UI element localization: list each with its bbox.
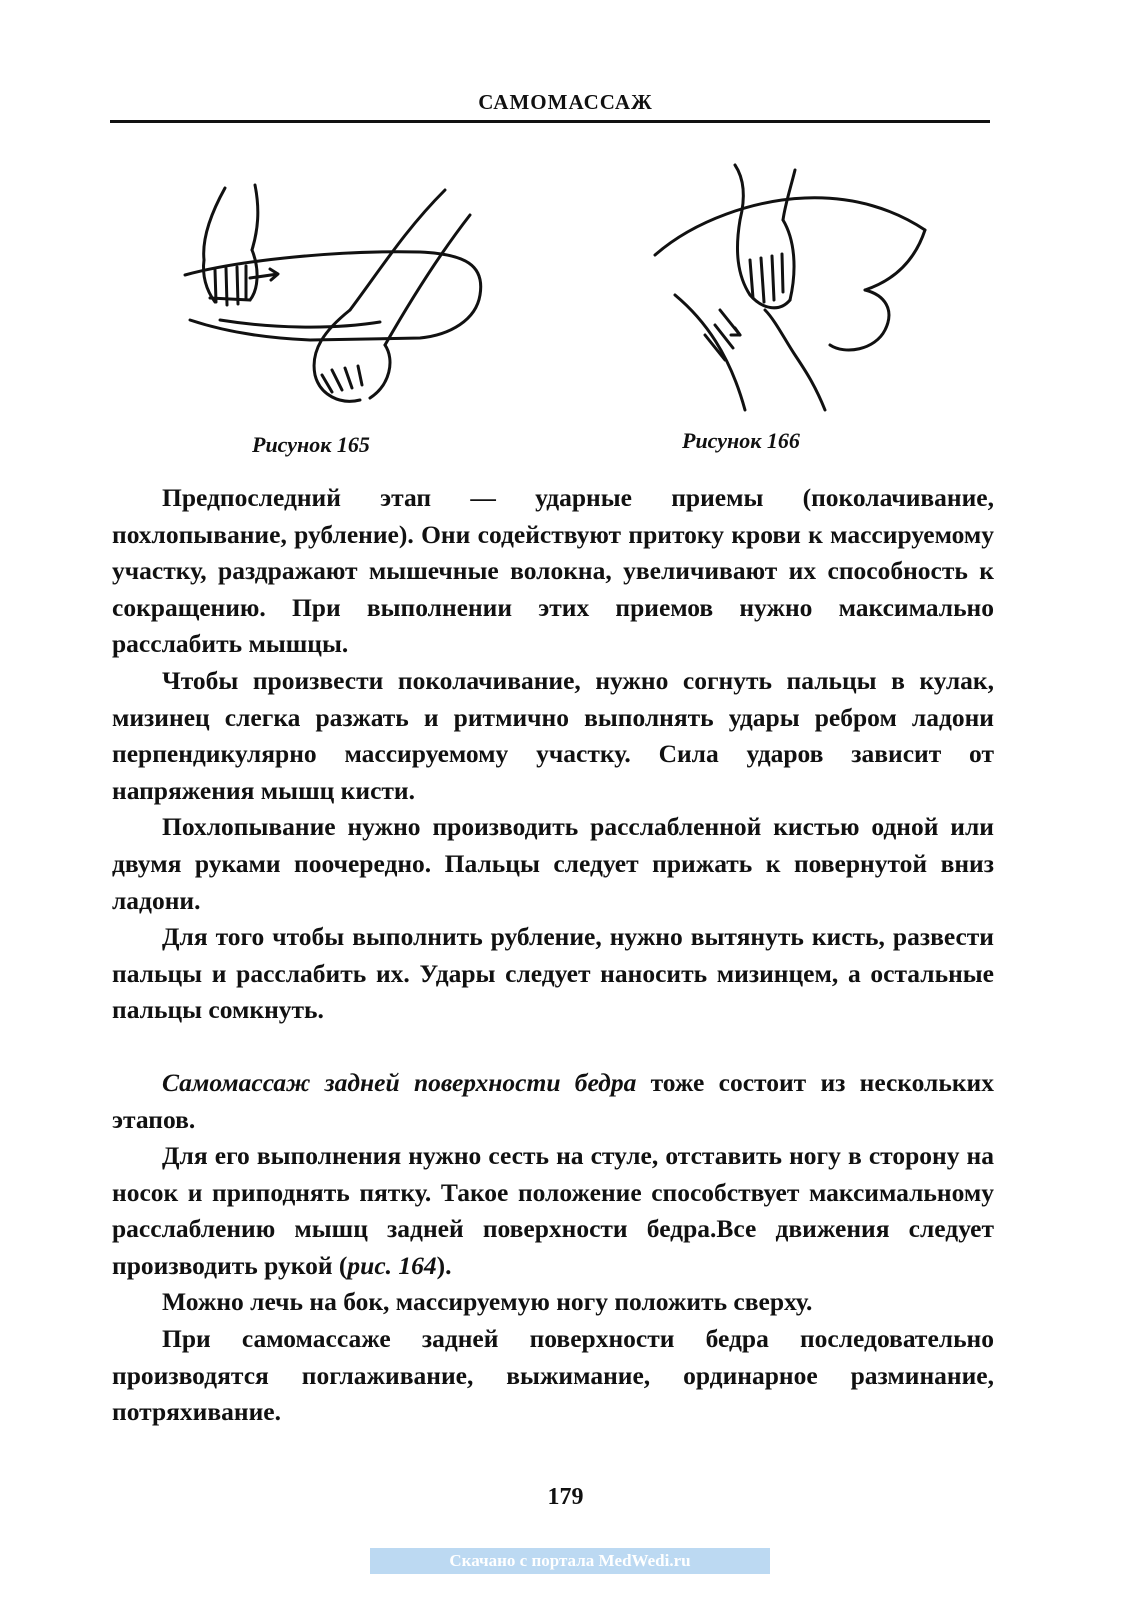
page-number: 179 xyxy=(547,1484,584,1510)
figure-reference: рис. 164 xyxy=(347,1250,437,1280)
paragraph-text: тоже состоит из нескольких этапов. xyxy=(112,1067,994,1134)
figure-165-caption: Рисунок 165 xyxy=(252,432,370,457)
figure-166-illustration xyxy=(645,160,935,420)
figure-166-caption: Рисунок 166 xyxy=(682,428,800,453)
body-text xyxy=(112,480,994,1431)
paragraph xyxy=(112,1138,994,1284)
watermark: Скачано с портала MedWedi.ru xyxy=(370,1548,770,1574)
paragraph-text: ). xyxy=(436,1250,452,1280)
header-rule xyxy=(110,120,990,123)
paragraph: Можно лечь на бок, массируемую ногу положить сверху. xyxy=(162,1287,813,1317)
paragraph: Чтобы произвести поколачивание, нужно согнуть пальцы в кулак, мизинец слегка разжать и ритмично выполнять удары ребром ладони перпендикулярно массируемому участку. Сила ударов зависит от напряжения мышц кисти. xyxy=(112,665,994,805)
paragraph: Для того чтобы выполнить рубление, нужно вытянуть кисть, развести пальцы и расслабить их. Удары следует наносить мизинцем, а остальные пальцы сомкнуть. xyxy=(112,922,994,1025)
paragraph xyxy=(112,1065,994,1138)
paragraph: Предпоследний этап — ударные приемы (поколачивание, похлопывание, рубление). Они содействуют притоку крови к массируемому участку, раздражают мышечные волокна, увеличивают их способность к сокращению. При выполнении этих приемов нужно максимально расслабить мышцы. xyxy=(112,483,994,659)
section-title: Самомассаж задней поверхности бедра xyxy=(162,1067,637,1097)
paragraph-text: Для его выполнения нужно сесть на стуле, отставить ногу в сторону на носок и приподнять пятку. Такое положение способствует максимальному расслаблению мышц задней поверхности бедра.Все движения следует производить рукой ( xyxy=(112,1141,994,1280)
paragraph: При самомассаже задней поверхности бедра последовательно производятся поглаживание, выжимание, ординарное разминание, потряхивание. xyxy=(112,1324,994,1427)
running-header: САМОМАССАЖ xyxy=(478,90,653,114)
figure-165-illustration xyxy=(180,170,520,420)
paragraph: Похлопывание нужно производить расслабленной кистью одной или двумя руками поочередно. Пальцы следует прижать к повернутой вниз ладони. xyxy=(112,812,994,915)
